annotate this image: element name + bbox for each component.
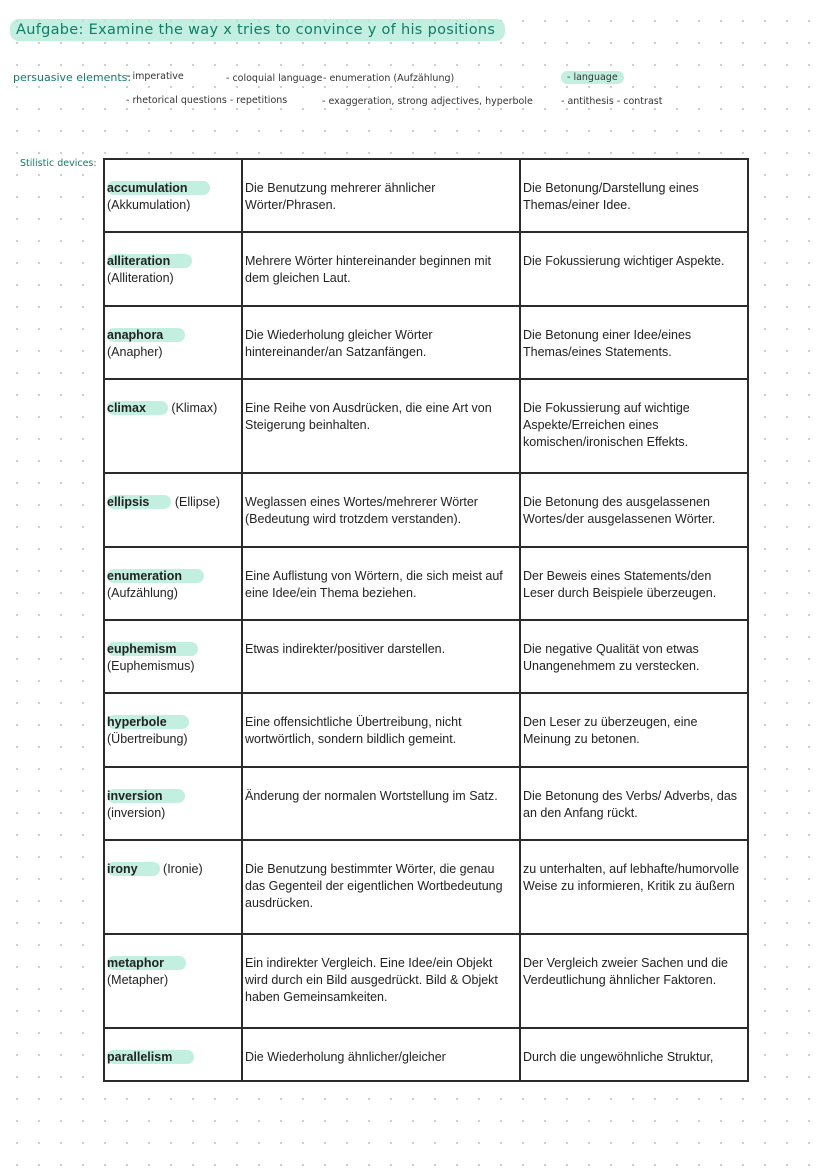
- device-effect: Die Fokussierung auf wichtige Aspekte/Erreichen eines komischen/ironischen Effekts.: [520, 379, 748, 473]
- persuasive-elements-label: persuasive elements:: [13, 71, 132, 84]
- device-effect: Die Betonung/Darstellung eines Themas/einer Idee.: [520, 159, 748, 232]
- device-definition: Etwas indirekter/positiver darstellen.: [242, 620, 520, 693]
- persuasive-item: - imperative: [126, 71, 184, 82]
- device-term-translation: (Ironie): [163, 862, 203, 877]
- device-term-cell: [104, 767, 242, 840]
- device-term-translation: (Ellipse): [174, 495, 221, 510]
- device-term: accumulation: [107, 181, 210, 195]
- device-term-cell: [104, 693, 242, 766]
- stylistic-devices-table: [103, 158, 749, 1082]
- device-definition: Die Benutzung bestimmter Wörter, die genau das Gegenteil der eigentlichen Wortbedeutung ausdrücken.: [242, 840, 520, 934]
- device-effect: Der Beweis eines Statements/den Leser durch Beispiele überzeugen.: [520, 547, 748, 620]
- device-definition: Weglassen eines Wortes/mehrerer Wörter (Bedeutung wird trotzdem verstanden).: [242, 473, 520, 546]
- table-row: [104, 840, 748, 934]
- device-term: euphemism: [107, 642, 198, 656]
- device-term-cell: [104, 232, 242, 305]
- device-term: inversion: [107, 789, 185, 803]
- device-definition: Eine Auflistung von Wörtern, die sich meist auf eine Idee/ein Thema beziehen.: [242, 547, 520, 620]
- page-title: [10, 22, 505, 38]
- persuasive-item: - enumeration (Aufzählung): [323, 73, 455, 84]
- page-title-text: Aufgabe: Examine the way x tries to convince y of his positions: [10, 19, 505, 41]
- table-row: [104, 306, 748, 379]
- device-effect: Die negative Qualität von etwas Unangenehmem zu verstecken.: [520, 620, 748, 693]
- device-term-translation: (Euphemismus): [107, 658, 195, 673]
- persuasive-item: - exaggeration, strong adjectives, hyperbole: [322, 96, 533, 107]
- device-term: metaphor: [107, 956, 186, 970]
- table-row: [104, 767, 748, 840]
- device-definition: Ein indirekter Vergleich. Eine Idee/ein Objekt wird durch ein Bild ausgedrückt. Bild & Objekt haben Gemeinsamkeiten.: [242, 934, 520, 1028]
- device-definition: Die Wiederholung ähnlicher/gleicher: [242, 1028, 520, 1081]
- stylistic-devices-label: Stilistic devices:: [20, 158, 97, 169]
- device-effect: Die Betonung des ausgelassenen Wortes/der ausgelassenen Wörter.: [520, 473, 748, 546]
- table-row: [104, 934, 748, 1028]
- device-term: parallelism: [107, 1050, 194, 1064]
- device-effect: Die Betonung einer Idee/eines Themas/eines Statements.: [520, 306, 748, 379]
- device-definition: Mehrere Wörter hintereinander beginnen mit dem gleichen Laut.: [242, 232, 520, 305]
- device-definition: Eine Reihe von Ausdrücken, die eine Art von Steigerung beinhalten.: [242, 379, 520, 473]
- device-term-cell: [104, 840, 242, 934]
- device-term-cell: [104, 159, 242, 232]
- persuasive-item: - language: [561, 72, 624, 83]
- device-definition: Änderung der normalen Wortstellung im Satz.: [242, 767, 520, 840]
- device-term: irony: [107, 862, 160, 876]
- device-effect: Die Betonung des Verbs/ Adverbs, das an den Anfang rückt.: [520, 767, 748, 840]
- device-definition: Eine offensichtliche Übertreibung, nicht wortwörtlich, sondern bildlich gemeint.: [242, 693, 520, 766]
- table-row: [104, 693, 748, 766]
- table-row: [104, 620, 748, 693]
- device-term: anaphora: [107, 328, 185, 342]
- table-row: [104, 1028, 748, 1081]
- device-term-translation: (Aufzählung): [107, 585, 178, 600]
- device-term: ellipsis: [107, 495, 171, 509]
- device-term-cell: [104, 547, 242, 620]
- device-effect: Durch die ungewöhnliche Struktur,: [520, 1028, 748, 1081]
- device-effect: Den Leser zu überzeugen, eine Meinung zu betonen.: [520, 693, 748, 766]
- device-term: hyperbole: [107, 715, 189, 729]
- device-term-cell: [104, 620, 242, 693]
- device-term-cell: [104, 379, 242, 473]
- device-term-translation: (Anapher): [107, 344, 163, 359]
- device-definition: Die Benutzung mehrerer ähnlicher Wörter/Phrasen.: [242, 159, 520, 232]
- device-term: climax: [107, 401, 168, 415]
- persuasive-item: - rhetorical questions - repetitions: [126, 95, 288, 106]
- device-term-translation: (Akkumulation): [107, 198, 191, 212]
- device-term-cell: [104, 473, 242, 546]
- device-term-translation: (Übertreibung): [107, 732, 188, 747]
- device-effect: zu unterhalten, auf lebhafte/humorvolle Weise zu informieren, Kritik zu äußern: [520, 840, 748, 934]
- device-term: alliteration: [107, 254, 192, 268]
- device-effect: Der Vergleich zweier Sachen und die Verdeutlichung ähnlicher Faktoren.: [520, 934, 748, 1028]
- device-term-cell: [104, 306, 242, 379]
- device-term-cell: [104, 1028, 242, 1081]
- device-definition: Die Wiederholung gleicher Wörter hintereinander/an Satzanfängen.: [242, 306, 520, 379]
- device-term-translation: (Klimax): [171, 401, 218, 416]
- device-term-translation: (Metapher): [107, 973, 169, 988]
- device-term: enumeration: [107, 569, 204, 583]
- persuasive-item: - antithesis - contrast: [561, 96, 663, 107]
- table-row: [104, 232, 748, 305]
- device-term-cell: [104, 934, 242, 1028]
- device-term-translation: (inversion): [107, 805, 166, 820]
- table-row: [104, 547, 748, 620]
- table-row: [104, 473, 748, 546]
- persuasive-item: - coloquial language: [226, 73, 323, 84]
- table-row: [104, 159, 748, 232]
- device-effect: Die Fokussierung wichtiger Aspekte.: [520, 232, 748, 305]
- table-row: [104, 379, 748, 473]
- device-term-translation: (Alliteration): [107, 271, 174, 286]
